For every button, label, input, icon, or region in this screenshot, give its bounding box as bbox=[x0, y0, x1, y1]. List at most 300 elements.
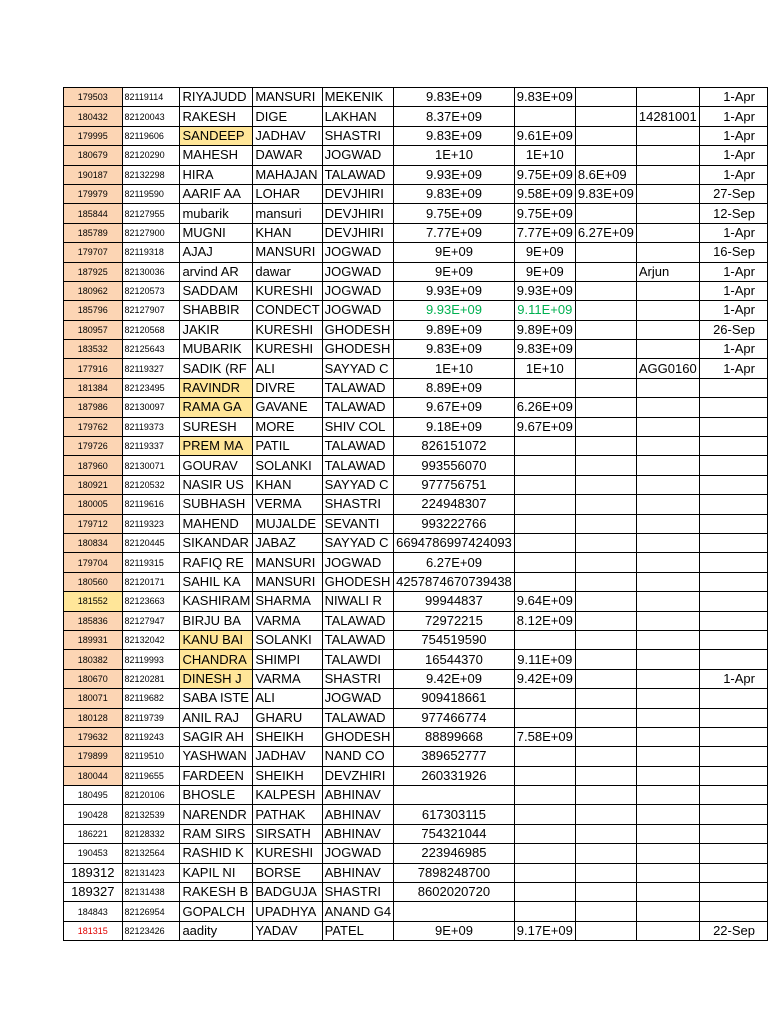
first-name-cell[interactable]: SABA ISTE bbox=[180, 689, 253, 708]
id-cell[interactable]: 179704 bbox=[64, 553, 123, 572]
phone3-cell[interactable] bbox=[575, 844, 636, 863]
first-name-cell[interactable]: SADIK (RF bbox=[180, 359, 253, 378]
extra-cell[interactable] bbox=[636, 805, 699, 824]
extra-cell[interactable] bbox=[636, 301, 699, 320]
first-name-cell[interactable]: aadity bbox=[180, 921, 253, 940]
last-name-cell[interactable]: SOLANKI bbox=[253, 456, 322, 475]
phone3-cell[interactable] bbox=[575, 475, 636, 494]
phone3-cell[interactable] bbox=[575, 630, 636, 649]
first-name-cell[interactable]: RAKESH B bbox=[180, 883, 253, 902]
first-name-cell[interactable]: ANIL RAJ bbox=[180, 708, 253, 727]
last-name-cell[interactable]: CONDECT bbox=[253, 301, 322, 320]
phone2-cell[interactable] bbox=[514, 553, 575, 572]
extra-cell[interactable] bbox=[636, 88, 699, 107]
address-cell[interactable]: SHASTRI bbox=[322, 669, 393, 688]
phone1-cell[interactable]: 909418661 bbox=[394, 689, 515, 708]
address-cell[interactable]: GHODESH bbox=[322, 572, 393, 591]
last-name-cell[interactable]: LOHAR bbox=[253, 184, 322, 203]
phone3-cell[interactable] bbox=[575, 398, 636, 417]
code-cell[interactable]: 82127955 bbox=[122, 204, 180, 223]
last-name-cell[interactable]: ALI bbox=[253, 359, 322, 378]
last-name-cell[interactable]: mansuri bbox=[253, 204, 322, 223]
extra-cell[interactable] bbox=[636, 495, 699, 514]
first-name-cell[interactable]: BHOSLE bbox=[180, 786, 253, 805]
extra-cell[interactable] bbox=[636, 592, 699, 611]
phone3-cell[interactable] bbox=[575, 146, 636, 165]
address-cell[interactable]: DEVJHIRI bbox=[322, 223, 393, 242]
phone2-cell[interactable] bbox=[514, 689, 575, 708]
code-cell[interactable]: 82132042 bbox=[122, 630, 180, 649]
phone2-cell[interactable]: 9.64E+09 bbox=[514, 592, 575, 611]
id-cell[interactable]: 190453 bbox=[64, 844, 123, 863]
code-cell[interactable]: 82119510 bbox=[122, 747, 180, 766]
date-cell[interactable] bbox=[699, 883, 767, 902]
phone3-cell[interactable] bbox=[575, 437, 636, 456]
phone1-cell[interactable]: 6.27E+09 bbox=[394, 553, 515, 572]
phone3-cell[interactable] bbox=[575, 669, 636, 688]
date-cell[interactable] bbox=[699, 727, 767, 746]
phone3-cell[interactable] bbox=[575, 378, 636, 397]
last-name-cell[interactable]: JABAZ bbox=[253, 533, 322, 552]
phone2-cell[interactable] bbox=[514, 437, 575, 456]
extra-cell[interactable] bbox=[636, 398, 699, 417]
id-cell[interactable]: 179762 bbox=[64, 417, 123, 436]
last-name-cell[interactable]: ALI bbox=[253, 689, 322, 708]
extra-cell[interactable] bbox=[636, 786, 699, 805]
phone1-cell[interactable]: 9.42E+09 bbox=[394, 669, 515, 688]
first-name-cell[interactable]: arvind AR bbox=[180, 262, 253, 281]
phone2-cell[interactable]: 9.89E+09 bbox=[514, 320, 575, 339]
date-cell[interactable]: 27-Sep bbox=[699, 184, 767, 203]
address-cell[interactable]: ABHINAV bbox=[322, 786, 393, 805]
phone1-cell[interactable]: 977756751 bbox=[394, 475, 515, 494]
phone3-cell[interactable]: 9.83E+09 bbox=[575, 184, 636, 203]
first-name-cell[interactable]: SIKANDAR bbox=[180, 533, 253, 552]
phone2-cell[interactable] bbox=[514, 572, 575, 591]
address-cell[interactable]: JOGWAD bbox=[322, 301, 393, 320]
phone1-cell[interactable]: 4257874670739438 bbox=[394, 572, 515, 591]
last-name-cell[interactable]: BADGUJA bbox=[253, 883, 322, 902]
code-cell[interactable]: 82128332 bbox=[122, 824, 180, 843]
code-cell[interactable]: 82120171 bbox=[122, 572, 180, 591]
phone2-cell[interactable] bbox=[514, 805, 575, 824]
date-cell[interactable] bbox=[699, 475, 767, 494]
last-name-cell[interactable]: SOLANKI bbox=[253, 630, 322, 649]
id-cell[interactable]: 180071 bbox=[64, 689, 123, 708]
code-cell[interactable]: 82119682 bbox=[122, 689, 180, 708]
phone1-cell[interactable]: 9E+09 bbox=[394, 243, 515, 262]
phone2-cell[interactable] bbox=[514, 475, 575, 494]
phone2-cell[interactable] bbox=[514, 514, 575, 533]
address-cell[interactable]: SHASTRI bbox=[322, 883, 393, 902]
id-cell[interactable]: 181315 bbox=[64, 921, 123, 940]
date-cell[interactable] bbox=[699, 689, 767, 708]
address-cell[interactable]: SEVANTI bbox=[322, 514, 393, 533]
date-cell[interactable]: 1-Apr bbox=[699, 165, 767, 184]
extra-cell[interactable] bbox=[636, 902, 699, 921]
last-name-cell[interactable]: SHEIKH bbox=[253, 766, 322, 785]
phone3-cell[interactable] bbox=[575, 883, 636, 902]
id-cell[interactable]: 187986 bbox=[64, 398, 123, 417]
date-cell[interactable]: 1-Apr bbox=[699, 88, 767, 107]
address-cell[interactable]: JOGWAD bbox=[322, 553, 393, 572]
extra-cell[interactable] bbox=[636, 320, 699, 339]
code-cell[interactable]: 82119590 bbox=[122, 184, 180, 203]
id-cell[interactable]: 184843 bbox=[64, 902, 123, 921]
phone2-cell[interactable]: 9.11E+09 bbox=[514, 650, 575, 669]
address-cell[interactable]: JOGWAD bbox=[322, 281, 393, 300]
code-cell[interactable]: 82119114 bbox=[122, 88, 180, 107]
address-cell[interactable]: GHODESH bbox=[322, 727, 393, 746]
address-cell[interactable]: TALAWAD bbox=[322, 437, 393, 456]
phone2-cell[interactable]: 9.61E+09 bbox=[514, 126, 575, 145]
date-cell[interactable] bbox=[699, 378, 767, 397]
extra-cell[interactable] bbox=[636, 669, 699, 688]
phone1-cell[interactable]: 9.83E+09 bbox=[394, 88, 515, 107]
code-cell[interactable]: 82126954 bbox=[122, 902, 180, 921]
date-cell[interactable]: 1-Apr bbox=[699, 262, 767, 281]
first-name-cell[interactable]: SADDAM bbox=[180, 281, 253, 300]
phone3-cell[interactable] bbox=[575, 650, 636, 669]
first-name-cell[interactable]: PREM MA bbox=[180, 437, 253, 456]
date-cell[interactable]: 1-Apr bbox=[699, 301, 767, 320]
id-cell[interactable]: 179995 bbox=[64, 126, 123, 145]
address-cell[interactable]: JOGWAD bbox=[322, 689, 393, 708]
address-cell[interactable]: DEVJHIRI bbox=[322, 184, 393, 203]
phone3-cell[interactable] bbox=[575, 747, 636, 766]
phone3-cell[interactable] bbox=[575, 495, 636, 514]
last-name-cell[interactable]: DIGE bbox=[253, 107, 322, 126]
date-cell[interactable]: 26-Sep bbox=[699, 320, 767, 339]
extra-cell[interactable] bbox=[636, 572, 699, 591]
phone1-cell[interactable]: 977466774 bbox=[394, 708, 515, 727]
extra-cell[interactable] bbox=[636, 553, 699, 572]
first-name-cell[interactable]: DINESH J bbox=[180, 669, 253, 688]
phone3-cell[interactable] bbox=[575, 243, 636, 262]
last-name-cell[interactable]: YADAV bbox=[253, 921, 322, 940]
phone3-cell[interactable] bbox=[575, 921, 636, 940]
phone1-cell[interactable] bbox=[394, 902, 515, 921]
date-cell[interactable] bbox=[699, 650, 767, 669]
first-name-cell[interactable]: MAHESH bbox=[180, 146, 253, 165]
last-name-cell[interactable]: PATIL bbox=[253, 437, 322, 456]
first-name-cell[interactable]: RAVINDR bbox=[180, 378, 253, 397]
id-cell[interactable]: 189312 bbox=[64, 863, 123, 882]
last-name-cell[interactable]: SHEIKH bbox=[253, 727, 322, 746]
id-cell[interactable]: 180432 bbox=[64, 107, 123, 126]
address-cell[interactable]: SAYYAD C bbox=[322, 475, 393, 494]
address-cell[interactable]: NAND CO bbox=[322, 747, 393, 766]
phone1-cell[interactable]: 9.18E+09 bbox=[394, 417, 515, 436]
phone2-cell[interactable] bbox=[514, 786, 575, 805]
phone2-cell[interactable]: 9.83E+09 bbox=[514, 88, 575, 107]
id-cell[interactable]: 180495 bbox=[64, 786, 123, 805]
phone3-cell[interactable] bbox=[575, 824, 636, 843]
last-name-cell[interactable]: MORE bbox=[253, 417, 322, 436]
phone1-cell[interactable]: 7898248700 bbox=[394, 863, 515, 882]
id-cell[interactable]: 185836 bbox=[64, 611, 123, 630]
phone1-cell[interactable]: 1E+10 bbox=[394, 146, 515, 165]
phone1-cell[interactable]: 993222766 bbox=[394, 514, 515, 533]
first-name-cell[interactable]: AARIF AA bbox=[180, 184, 253, 203]
date-cell[interactable]: 22-Sep bbox=[699, 921, 767, 940]
id-cell[interactable]: 180128 bbox=[64, 708, 123, 727]
phone2-cell[interactable]: 9.11E+09 bbox=[514, 301, 575, 320]
first-name-cell[interactable]: GOURAV bbox=[180, 456, 253, 475]
phone3-cell[interactable] bbox=[575, 126, 636, 145]
phone3-cell[interactable] bbox=[575, 902, 636, 921]
date-cell[interactable]: 1-Apr bbox=[699, 146, 767, 165]
first-name-cell[interactable]: RIYAJUDD bbox=[180, 88, 253, 107]
id-cell[interactable]: 186221 bbox=[64, 824, 123, 843]
address-cell[interactable]: TALAWAD bbox=[322, 378, 393, 397]
first-name-cell[interactable]: HIRA bbox=[180, 165, 253, 184]
phone2-cell[interactable]: 7.77E+09 bbox=[514, 223, 575, 242]
id-cell[interactable]: 187960 bbox=[64, 456, 123, 475]
date-cell[interactable] bbox=[699, 844, 767, 863]
id-cell[interactable]: 180670 bbox=[64, 669, 123, 688]
address-cell[interactable]: TALAWAD bbox=[322, 456, 393, 475]
last-name-cell[interactable]: PATHAK bbox=[253, 805, 322, 824]
phone3-cell[interactable] bbox=[575, 359, 636, 378]
last-name-cell[interactable]: DAWAR bbox=[253, 146, 322, 165]
address-cell[interactable]: JOGWAD bbox=[322, 146, 393, 165]
date-cell[interactable] bbox=[699, 533, 767, 552]
phone2-cell[interactable]: 9.58E+09 bbox=[514, 184, 575, 203]
phone2-cell[interactable]: 9.67E+09 bbox=[514, 417, 575, 436]
phone2-cell[interactable]: 9.83E+09 bbox=[514, 340, 575, 359]
first-name-cell[interactable]: RASHID K bbox=[180, 844, 253, 863]
extra-cell[interactable] bbox=[636, 844, 699, 863]
phone1-cell[interactable]: 88899668 bbox=[394, 727, 515, 746]
phone2-cell[interactable] bbox=[514, 844, 575, 863]
phone2-cell[interactable] bbox=[514, 766, 575, 785]
last-name-cell[interactable]: SHARMA bbox=[253, 592, 322, 611]
id-cell[interactable]: 180921 bbox=[64, 475, 123, 494]
date-cell[interactable] bbox=[699, 495, 767, 514]
id-cell[interactable]: 179712 bbox=[64, 514, 123, 533]
last-name-cell[interactable]: UPADHYA bbox=[253, 902, 322, 921]
phone3-cell[interactable] bbox=[575, 417, 636, 436]
extra-cell[interactable] bbox=[636, 747, 699, 766]
phone1-cell[interactable]: 9.83E+09 bbox=[394, 126, 515, 145]
id-cell[interactable]: 183532 bbox=[64, 340, 123, 359]
first-name-cell[interactable]: SAHIL KA bbox=[180, 572, 253, 591]
phone3-cell[interactable] bbox=[575, 301, 636, 320]
phone2-cell[interactable] bbox=[514, 883, 575, 902]
first-name-cell[interactable]: SUBHASH bbox=[180, 495, 253, 514]
phone3-cell[interactable] bbox=[575, 514, 636, 533]
extra-cell[interactable] bbox=[636, 883, 699, 902]
code-cell[interactable]: 82119373 bbox=[122, 417, 180, 436]
id-cell[interactable]: 181552 bbox=[64, 592, 123, 611]
extra-cell[interactable] bbox=[636, 611, 699, 630]
id-cell[interactable]: 181384 bbox=[64, 378, 123, 397]
last-name-cell[interactable]: JADHAV bbox=[253, 126, 322, 145]
last-name-cell[interactable]: MANSURI bbox=[253, 88, 322, 107]
phone2-cell[interactable] bbox=[514, 456, 575, 475]
first-name-cell[interactable]: JAKIR bbox=[180, 320, 253, 339]
first-name-cell[interactable]: RAFIQ RE bbox=[180, 553, 253, 572]
date-cell[interactable] bbox=[699, 786, 767, 805]
phone2-cell[interactable]: 1E+10 bbox=[514, 146, 575, 165]
phone1-cell[interactable]: 9.93E+09 bbox=[394, 165, 515, 184]
date-cell[interactable] bbox=[699, 572, 767, 591]
code-cell[interactable]: 82132298 bbox=[122, 165, 180, 184]
first-name-cell[interactable]: NARENDR bbox=[180, 805, 253, 824]
address-cell[interactable]: TALAWDI bbox=[322, 650, 393, 669]
id-cell[interactable]: 187925 bbox=[64, 262, 123, 281]
phone2-cell[interactable] bbox=[514, 863, 575, 882]
last-name-cell[interactable]: dawar bbox=[253, 262, 322, 281]
phone2-cell[interactable] bbox=[514, 107, 575, 126]
phone3-cell[interactable] bbox=[575, 572, 636, 591]
phone1-cell[interactable]: 754519590 bbox=[394, 630, 515, 649]
code-cell[interactable]: 82119337 bbox=[122, 437, 180, 456]
last-name-cell[interactable]: KURESHI bbox=[253, 844, 322, 863]
extra-cell[interactable] bbox=[636, 824, 699, 843]
phone1-cell[interactable]: 224948307 bbox=[394, 495, 515, 514]
first-name-cell[interactable]: SANDEEP bbox=[180, 126, 253, 145]
first-name-cell[interactable]: BIRJU BA bbox=[180, 611, 253, 630]
code-cell[interactable]: 82119993 bbox=[122, 650, 180, 669]
code-cell[interactable]: 82120290 bbox=[122, 146, 180, 165]
last-name-cell[interactable]: VARMA bbox=[253, 669, 322, 688]
date-cell[interactable] bbox=[699, 805, 767, 824]
id-cell[interactable]: 190428 bbox=[64, 805, 123, 824]
phone1-cell[interactable]: 223946985 bbox=[394, 844, 515, 863]
date-cell[interactable] bbox=[699, 824, 767, 843]
extra-cell[interactable] bbox=[636, 126, 699, 145]
phone3-cell[interactable]: 8.6E+09 bbox=[575, 165, 636, 184]
phone3-cell[interactable] bbox=[575, 340, 636, 359]
id-cell[interactable]: 185844 bbox=[64, 204, 123, 223]
address-cell[interactable]: DEVJHIRI bbox=[322, 204, 393, 223]
phone2-cell[interactable]: 9.75E+09 bbox=[514, 165, 575, 184]
id-cell[interactable]: 189327 bbox=[64, 883, 123, 902]
extra-cell[interactable] bbox=[636, 243, 699, 262]
extra-cell[interactable] bbox=[636, 650, 699, 669]
date-cell[interactable] bbox=[699, 398, 767, 417]
id-cell[interactable]: 180962 bbox=[64, 281, 123, 300]
code-cell[interactable]: 82119243 bbox=[122, 727, 180, 746]
id-cell[interactable]: 185796 bbox=[64, 301, 123, 320]
phone1-cell[interactable]: 389652777 bbox=[394, 747, 515, 766]
date-cell[interactable]: 1-Apr bbox=[699, 340, 767, 359]
date-cell[interactable] bbox=[699, 766, 767, 785]
last-name-cell[interactable]: SHIMPI bbox=[253, 650, 322, 669]
phone2-cell[interactable] bbox=[514, 902, 575, 921]
id-cell[interactable]: 179503 bbox=[64, 88, 123, 107]
phone1-cell[interactable]: 8.37E+09 bbox=[394, 107, 515, 126]
extra-cell[interactable] bbox=[636, 223, 699, 242]
date-cell[interactable] bbox=[699, 902, 767, 921]
first-name-cell[interactable]: KANU BAI bbox=[180, 630, 253, 649]
id-cell[interactable]: 185789 bbox=[64, 223, 123, 242]
phone3-cell[interactable] bbox=[575, 320, 636, 339]
extra-cell[interactable] bbox=[636, 165, 699, 184]
code-cell[interactable]: 82127900 bbox=[122, 223, 180, 242]
date-cell[interactable]: 1-Apr bbox=[699, 359, 767, 378]
extra-cell[interactable] bbox=[636, 378, 699, 397]
id-cell[interactable]: 179726 bbox=[64, 437, 123, 456]
id-cell[interactable]: 180834 bbox=[64, 533, 123, 552]
extra-cell[interactable] bbox=[636, 281, 699, 300]
code-cell[interactable]: 82120106 bbox=[122, 786, 180, 805]
date-cell[interactable]: 12-Sep bbox=[699, 204, 767, 223]
address-cell[interactable]: MEKENIK bbox=[322, 88, 393, 107]
code-cell[interactable]: 82123426 bbox=[122, 921, 180, 940]
phone3-cell[interactable]: 6.27E+09 bbox=[575, 223, 636, 242]
phone1-cell[interactable]: 9E+09 bbox=[394, 262, 515, 281]
phone3-cell[interactable] bbox=[575, 88, 636, 107]
code-cell[interactable]: 82119616 bbox=[122, 495, 180, 514]
first-name-cell[interactable]: MAHEND bbox=[180, 514, 253, 533]
phone2-cell[interactable] bbox=[514, 747, 575, 766]
phone1-cell[interactable]: 993556070 bbox=[394, 456, 515, 475]
date-cell[interactable] bbox=[699, 863, 767, 882]
first-name-cell[interactable]: SAGIR AH bbox=[180, 727, 253, 746]
date-cell[interactable] bbox=[699, 630, 767, 649]
phone1-cell[interactable]: 1E+10 bbox=[394, 359, 515, 378]
phone2-cell[interactable] bbox=[514, 824, 575, 843]
last-name-cell[interactable]: VERMA bbox=[253, 495, 322, 514]
first-name-cell[interactable]: KAPIL NI bbox=[180, 863, 253, 882]
phone2-cell[interactable] bbox=[514, 378, 575, 397]
last-name-cell[interactable]: GHARU bbox=[253, 708, 322, 727]
last-name-cell[interactable]: MAHAJAN bbox=[253, 165, 322, 184]
id-cell[interactable]: 180044 bbox=[64, 766, 123, 785]
phone3-cell[interactable] bbox=[575, 805, 636, 824]
address-cell[interactable]: SAYYAD C bbox=[322, 533, 393, 552]
phone1-cell[interactable]: 617303115 bbox=[394, 805, 515, 824]
phone2-cell[interactable]: 9.42E+09 bbox=[514, 669, 575, 688]
phone1-cell[interactable]: 9E+09 bbox=[394, 921, 515, 940]
phone1-cell[interactable]: 9.67E+09 bbox=[394, 398, 515, 417]
date-cell[interactable] bbox=[699, 514, 767, 533]
address-cell[interactable]: SHASTRI bbox=[322, 126, 393, 145]
extra-cell[interactable]: AGG0160 bbox=[636, 359, 699, 378]
address-cell[interactable]: ANAND G4 bbox=[322, 902, 393, 921]
address-cell[interactable]: SHASTRI bbox=[322, 495, 393, 514]
first-name-cell[interactable]: KASHIRAM bbox=[180, 592, 253, 611]
phone1-cell[interactable]: 8.89E+09 bbox=[394, 378, 515, 397]
first-name-cell[interactable]: FARDEEN bbox=[180, 766, 253, 785]
phone3-cell[interactable] bbox=[575, 553, 636, 572]
address-cell[interactable]: PATEL bbox=[322, 921, 393, 940]
code-cell[interactable]: 82130036 bbox=[122, 262, 180, 281]
phone3-cell[interactable] bbox=[575, 592, 636, 611]
phone3-cell[interactable] bbox=[575, 107, 636, 126]
phone1-cell[interactable]: 9.89E+09 bbox=[394, 320, 515, 339]
last-name-cell[interactable]: VARMA bbox=[253, 611, 322, 630]
extra-cell[interactable] bbox=[636, 766, 699, 785]
phone1-cell[interactable]: 99944837 bbox=[394, 592, 515, 611]
first-name-cell[interactable]: CHANDRA bbox=[180, 650, 253, 669]
address-cell[interactable]: SHIV COL bbox=[322, 417, 393, 436]
extra-cell[interactable] bbox=[636, 533, 699, 552]
phone2-cell[interactable] bbox=[514, 630, 575, 649]
extra-cell[interactable] bbox=[636, 689, 699, 708]
first-name-cell[interactable]: SHABBIR bbox=[180, 301, 253, 320]
id-cell[interactable]: 190187 bbox=[64, 165, 123, 184]
phone2-cell[interactable]: 9E+09 bbox=[514, 262, 575, 281]
phone1-cell[interactable]: 8602020720 bbox=[394, 883, 515, 902]
phone1-cell[interactable]: 9.75E+09 bbox=[394, 204, 515, 223]
date-cell[interactable] bbox=[699, 708, 767, 727]
last-name-cell[interactable]: SIRSATH bbox=[253, 824, 322, 843]
extra-cell[interactable] bbox=[636, 630, 699, 649]
